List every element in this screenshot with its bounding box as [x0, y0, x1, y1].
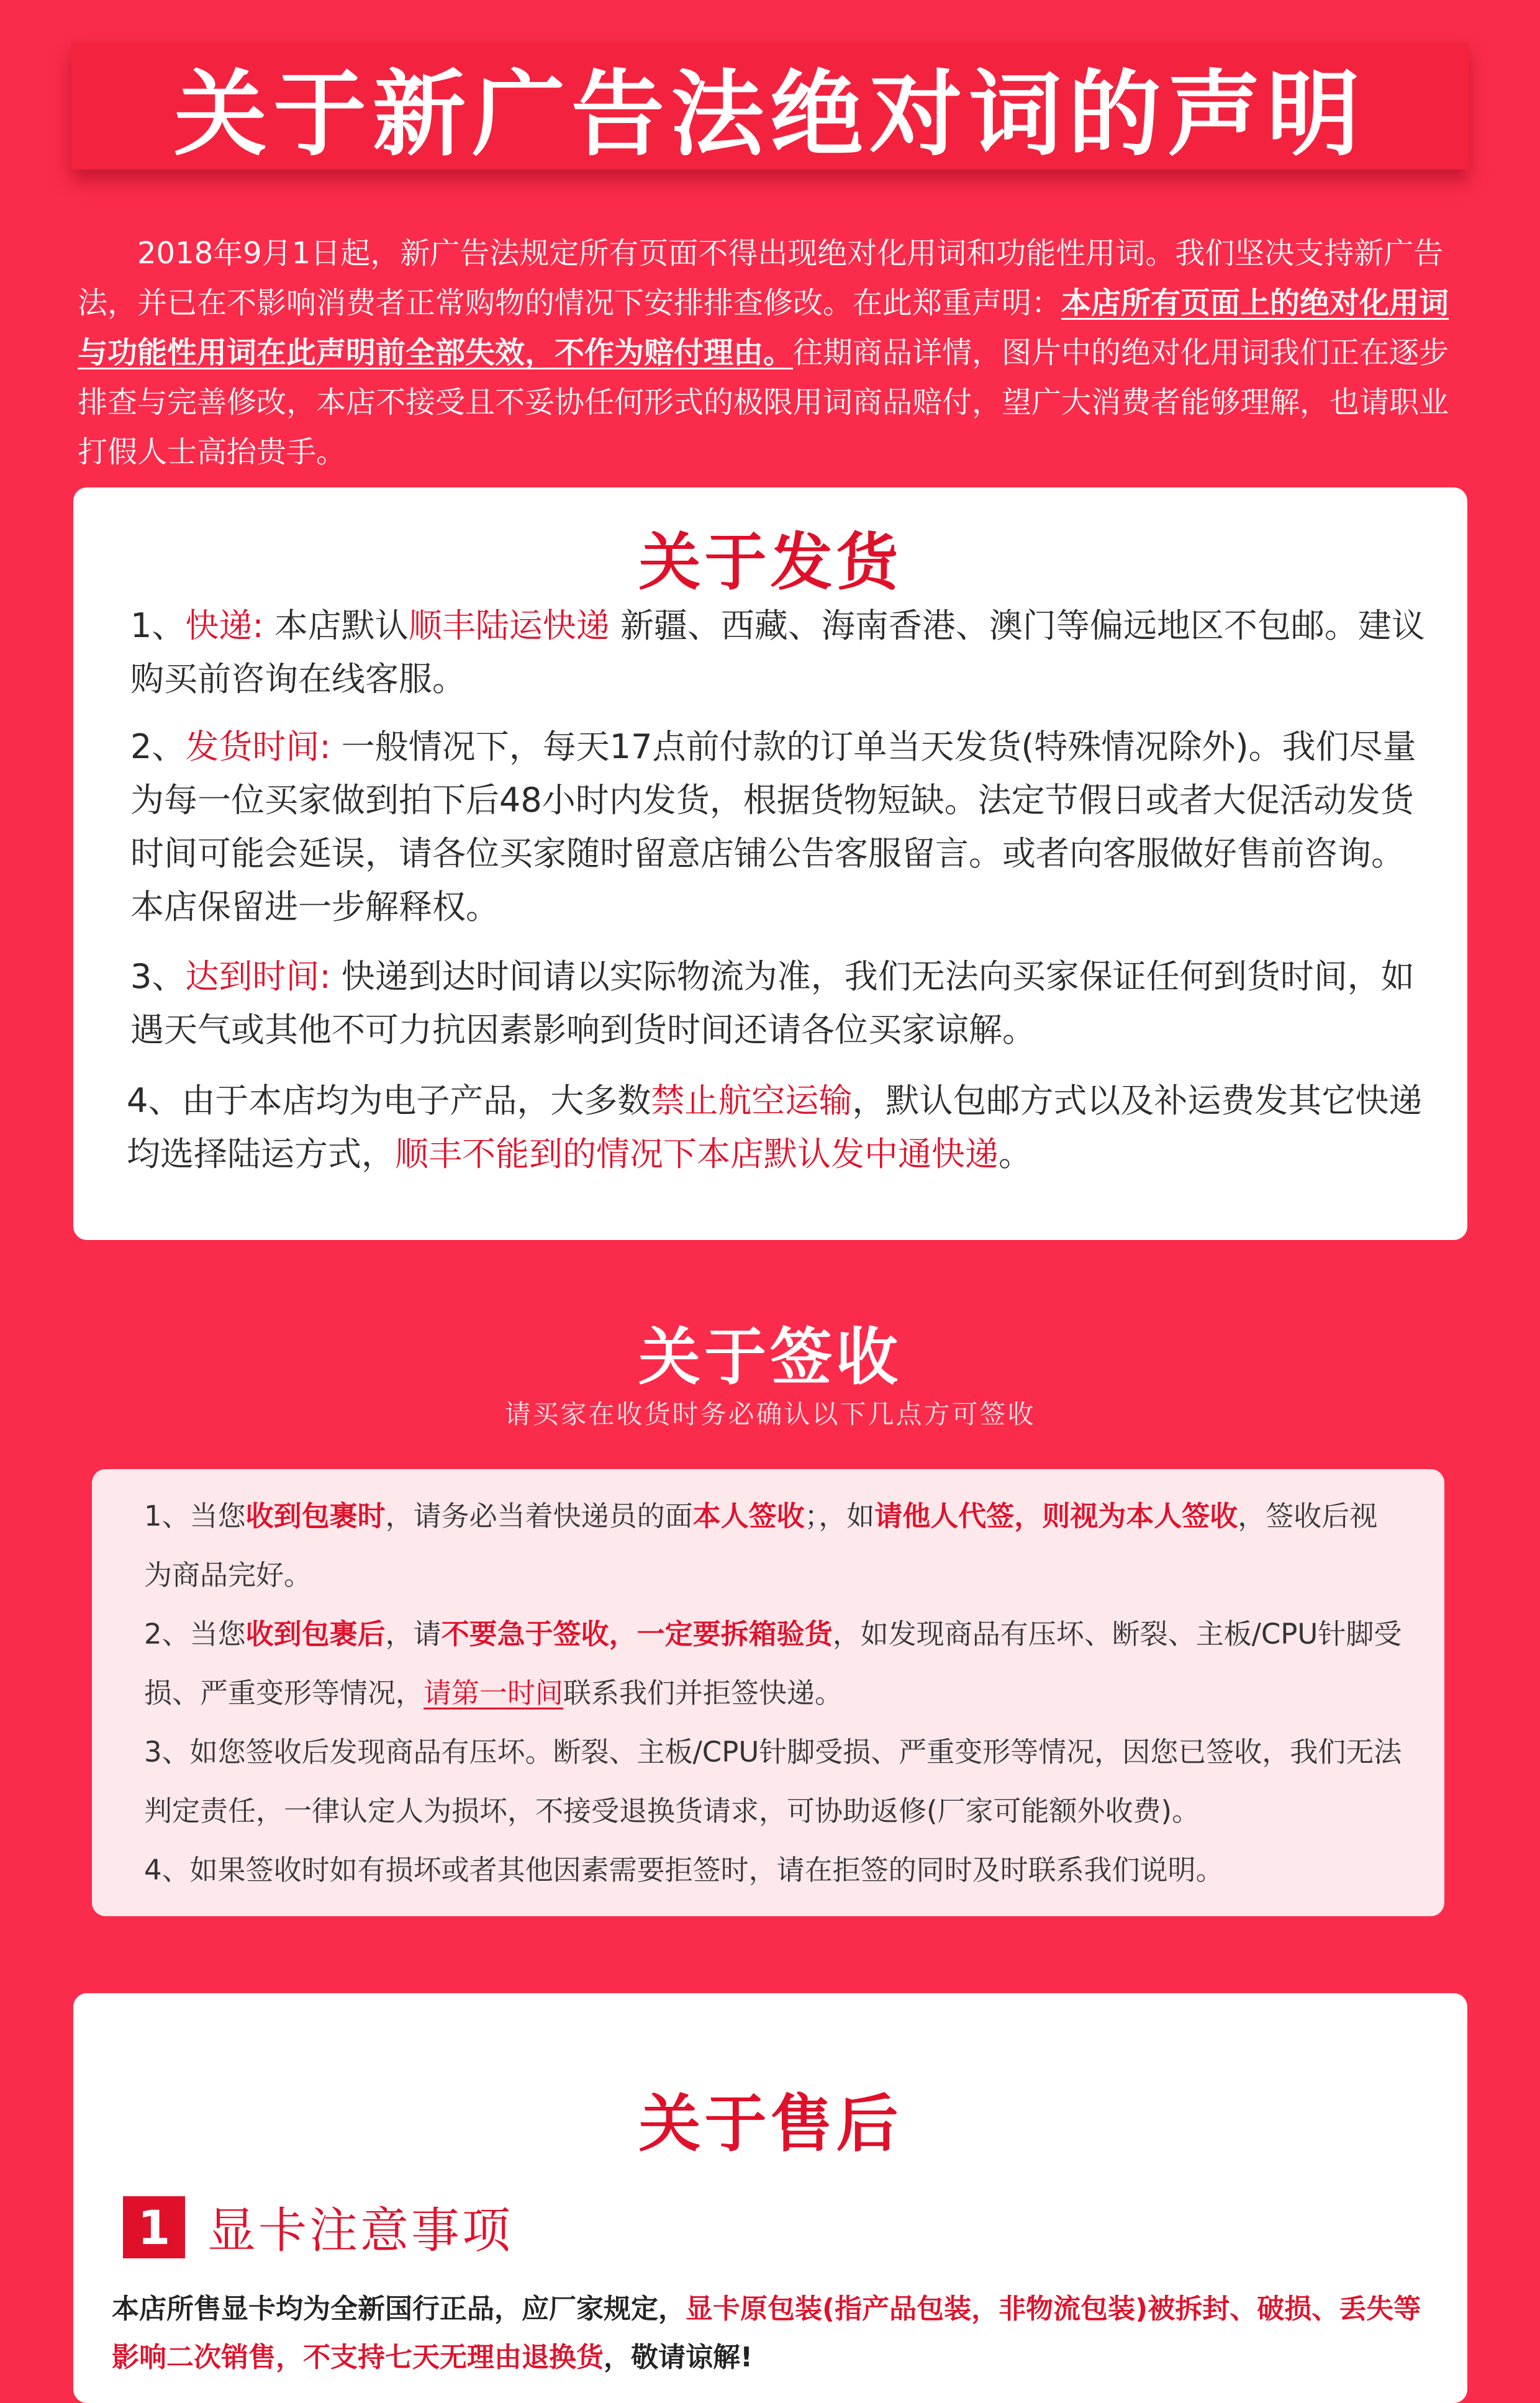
- item-text: 本店所售显卡均为全新国行正品，应厂家规定，: [112, 2293, 686, 2325]
- page-title: 关于新广告法绝对词的声明: [173, 60, 1366, 169]
- item-text: 2、当您: [144, 1618, 246, 1650]
- item-highlight: 顺丰陆运快递: [408, 606, 610, 645]
- receipt-subtitle: 请买家在收货时务必确认以下几点方可签收: [504, 1399, 1036, 1429]
- item-text: ，请: [385, 1618, 442, 1650]
- item-lead: 发货时间:: [185, 727, 331, 766]
- item-number: 3、: [130, 957, 186, 996]
- item-highlight: 请第一时间: [424, 1677, 564, 1709]
- aftersales-title: 关于售后: [638, 2088, 902, 2160]
- item-lead: 快递:: [185, 606, 264, 645]
- item-highlight: 不要急于签收，一定要拆箱验货: [441, 1618, 833, 1650]
- item-highlight: 禁止航空运输: [651, 1081, 853, 1120]
- shipping-item-dispatch-time: [130, 720, 1428, 934]
- shipping-title: 关于发货: [638, 526, 902, 599]
- item-highlight: 收到包裹时: [245, 1500, 386, 1532]
- receipt-item-1: [144, 1487, 1405, 1604]
- item-text: ，如发现商品有压坏、断裂、主板/CPU针脚受损、严重变形等情况，: [144, 1618, 1402, 1709]
- receipt-item-4: 4、如果签收时如有损坏或者其他因素需要拒签时，请在拒签的同时及时联系我们说明。: [144, 1853, 1224, 1886]
- item-highlight: 显卡原包装(指产品包装，非物流包装)被拆封、破损、丢失等影响二次销售，不支持七天无理由退换货: [112, 2293, 1421, 2373]
- section-number-badge: 1: [123, 2196, 185, 2258]
- item-highlight: 请他人代签，则视为本人签收: [874, 1500, 1238, 1532]
- item-text: 新疆、西藏、海南香港、澳门等偏远地区不包邮。建议购买前咨询在线客服。: [130, 606, 1425, 699]
- item-text: 本店默认: [263, 606, 409, 645]
- shipping-item-transport: [127, 1074, 1424, 1181]
- item-number: 1、: [130, 606, 186, 645]
- receipt-item-2: [144, 1604, 1405, 1722]
- notice-text-1: 2018年9月1日起，新广告法规定所有页面不得出现绝对化用词和功能性用词。我们坚决支持新广告法，并已在不影响消费者正常购物的情况下安排排查修改。在此郑重声明：: [78, 236, 1444, 320]
- item-text: ，请务必当着快递员的面: [385, 1500, 693, 1532]
- item-highlight: 收到包裹后: [245, 1618, 386, 1650]
- item-text: 1、当您: [144, 1500, 246, 1532]
- item-text: ，敬请谅解!: [604, 2342, 753, 2373]
- item-number: 2、: [130, 727, 186, 766]
- shipping-item-arrival-time: [130, 950, 1428, 1057]
- item-highlight: 本人签收: [692, 1500, 805, 1532]
- gpu-notice-text: [112, 2285, 1441, 2382]
- aftersales-card: [73, 1993, 1467, 2403]
- item-text: 联系我们并拒签快递。: [563, 1677, 843, 1709]
- item-text: ，默认包邮方式以及补运费发其它快递均选择陆运方式，: [127, 1081, 1423, 1174]
- item-text: ；，如: [804, 1500, 875, 1532]
- notice-emphasis: 本店所有页面上的绝对化用词与功能性用词在此声明前全部失效，不作为赔付理由。: [78, 286, 1449, 370]
- item-text: 一般情况下，每天17点前付款的订单当天发货(特殊情况除外)。我们尽量为每一位买家做到拍下后48小时内发货，根据货物短缺。法定节假日或者大促活动发货时间可能会延误，请各位买家随时留意店铺公告客服留言。或者向客服做好售前咨询。本店保留进一步解释权。: [130, 727, 1416, 926]
- notice-text-2: 往期商品详情，图片中的绝对化用词我们正在逐步排查与完善修改，本店不接受且不妥协任何形式的极限用词商品赔付，望广大消费者能够理解，也请职业打假人士高抬贵手。: [78, 335, 1449, 469]
- header-banner: [71, 42, 1469, 170]
- item-lead: 达到时间:: [185, 957, 331, 996]
- item-text: 。: [999, 1134, 1032, 1174]
- receipt-item-3: 3、如您签收后发现商品有压坏。断裂、主板/CPU针脚受损、严重变形等情况，因您已签收，我们无法判定责任，一律认定人为损坏，不接受退换货请求，可协助返修(厂家可能额外收费)。: [144, 1736, 1402, 1827]
- shipping-item-courier: [130, 599, 1428, 706]
- receipt-title: 关于签收: [638, 1321, 902, 1393]
- shipping-card: [73, 487, 1467, 1240]
- gpu-notice-heading: 显卡注意事项: [207, 2203, 514, 2259]
- item-text: ，签收后视为商品完好。: [144, 1500, 1378, 1591]
- ad-law-notice: [78, 229, 1465, 477]
- receipt-card: [92, 1469, 1444, 1916]
- item-highlight: 顺丰不能到的情况下本店默认发中通快递: [395, 1134, 999, 1174]
- item-text: 4、由于本店均为电子产品，大多数: [127, 1081, 651, 1120]
- item-text: 快递到达时间请以实际物流为准，我们无法向买家保证任何到货时间，如遇天气或其他不可力抗因素影响到货时间还请各位买家谅解。: [130, 957, 1415, 1049]
